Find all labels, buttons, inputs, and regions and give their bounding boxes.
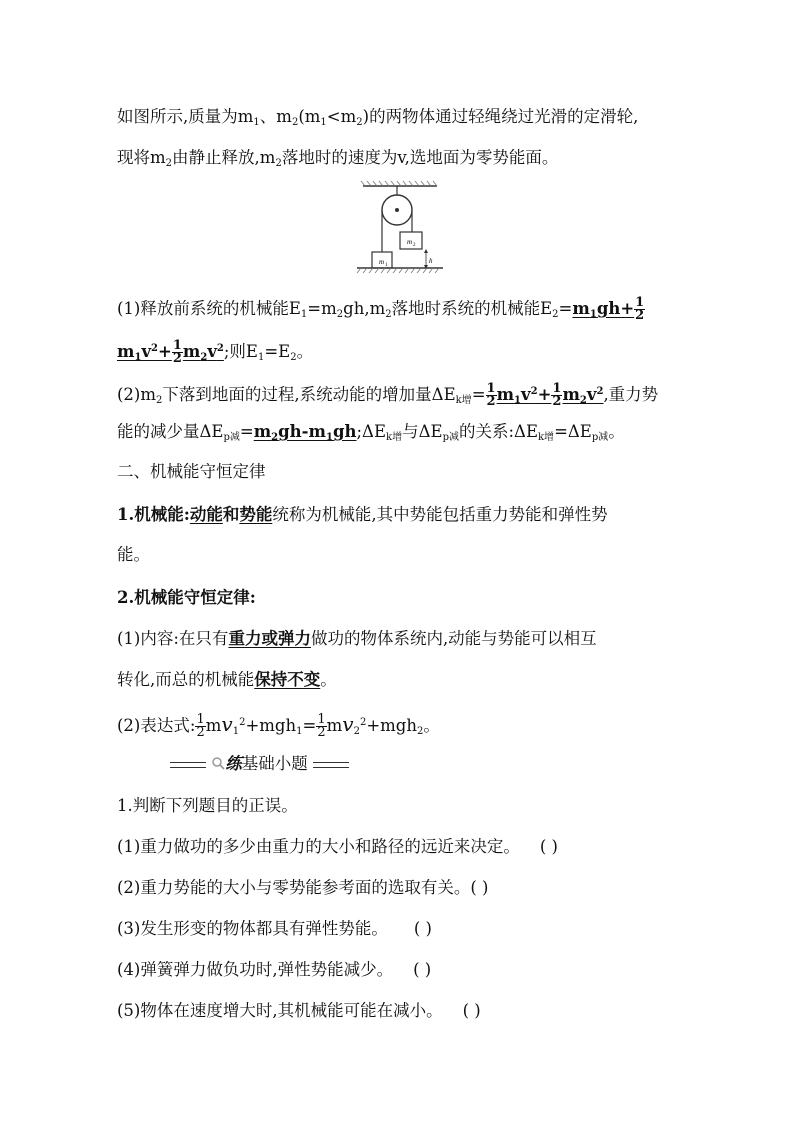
law-expression: (2)表达式: $\frac{1}{2}$ $mv_1^2+mgh_1=$ $\frac{1}{2}$ $mv_2^2+mgh_2$。 — [117, 712, 440, 740]
judgement-item: (2)重力势能的大小与零势能参考面的选取有关。( ) — [117, 876, 489, 900]
exercise-heading: 1.判断下列题目的正误。 — [117, 796, 298, 815]
fraction: $\frac{1}{2}$ — [635, 295, 645, 323]
q1-line-2: $m_1v^2+$ $\frac{1}{2}$ $m_2v^2$;则$E_1=E_2$。 — [117, 338, 314, 366]
fraction: $\frac{1}{2}$ — [196, 712, 205, 740]
answer-parentheses[interactable]: ( ) — [462, 1001, 481, 1020]
answer-blank: $m_1v^2+$ — [117, 342, 172, 363]
answer-parentheses[interactable]: ( ) — [413, 919, 432, 938]
answer-parentheses[interactable]: ( ) — [539, 837, 558, 856]
law-content-line-2: 转化,而总的机械能保持不变。 — [117, 670, 337, 689]
m2-label: m — [407, 238, 413, 246]
answer-blank: 重力或弹力 — [228, 629, 311, 648]
magnifier-icon — [211, 753, 225, 777]
judgement-item: (4)弹簧弹力做负功时,弹性势能减少。 ( ) — [117, 958, 431, 982]
q2-line-1: $(2)m_2$下落到地面的过程,系统动能的增加量$\Delta E_{k增}=$ $\frac{1}{2}$ $m_1v^2+$ $\frac{1}{2}$ $m_2v^2$,重力势 — [117, 381, 659, 409]
svg-text:2: 2 — [413, 243, 416, 248]
fraction: $\frac{1}{2}$ — [172, 338, 182, 366]
q2-line-2: 能的减少量$\Delta E_{p减}=m_2gh-m_1gh;\Delta E_{k增}$与$\Delta E_{p减}$的关系$:\Delta E_{k增}=\Delta E_{p减}$。 — [117, 422, 625, 443]
judgement-item: (5)物体在速度增大时,其机械能可能在减小。 ( ) — [117, 999, 481, 1023]
answer-blank: $m_1gh+$ — [572, 299, 635, 320]
banner-right-bar — [313, 762, 349, 768]
fraction: $\frac{1}{2}$ — [486, 381, 496, 409]
definition-continuation: 能。 — [117, 545, 150, 564]
answer-blank: $m_2gh-m_1gh$ — [253, 422, 357, 443]
practice-banner — [170, 752, 349, 777]
practice-icon: 练 — [225, 754, 242, 773]
intro-line-1: 如图所示,质量为$m_1$、$m_2(m_1<m_2)$的两物体通过轻绳绕过光滑的定滑轮, — [117, 107, 639, 128]
practice-title: 基础小题 — [241, 754, 308, 773]
answer-blank: $m_2v^2$ — [182, 342, 224, 363]
section-heading: 二、机械能守恒定律 — [117, 462, 266, 481]
banner-left-bar — [170, 762, 206, 768]
fraction: $\frac{1}{2}$ — [552, 381, 562, 409]
svg-text:1: 1 — [385, 263, 388, 268]
q1-line-1: (1)释放前系统的机械能$E_1=m_2gh,m_2$落地时系统的机械能$E_2=m_1gh+$ $\frac{1}{2}$ — [117, 295, 645, 323]
h-label: h — [429, 257, 433, 265]
m1-label: m — [379, 258, 385, 266]
judgement-item: (1)重力做功的多少由重力的大小和路径的远近来决定。 ( ) — [117, 835, 558, 859]
judgement-item: (3)发生形变的物体都具有弹性势能。 ( ) — [117, 917, 432, 941]
pulley-figure — [355, 180, 445, 276]
pulley-diagram — [355, 180, 445, 276]
conservation-law-heading: 2.机械能守恒定律: — [117, 588, 256, 607]
fraction: $\frac{1}{2}$ — [317, 712, 326, 740]
answer-blank: 动能 — [189, 505, 223, 524]
answer-blank: 势能 — [239, 505, 273, 524]
intro-line-2: 现将$m_2$由静止释放$,m_2$落地时的速度为v,选地面为零势能面。 — [117, 148, 559, 169]
answer-parentheses[interactable]: ( ) — [413, 960, 432, 979]
definition-mechanical-energy: 1.机械能:动能和势能统称为机械能,其中势能包括重力势能和弹性势 — [117, 505, 608, 524]
answer-blank: 保持不变 — [254, 670, 321, 689]
answer-blank: $m_1v^2+$ — [496, 385, 552, 406]
answer-parentheses[interactable]: ( ) — [470, 878, 489, 897]
law-content-line-1: (1)内容:在只有重力或弹力做功的物体系统内,动能与势能可以相互 — [117, 629, 597, 648]
answer-blank: $m_2v^2$ — [562, 385, 604, 406]
